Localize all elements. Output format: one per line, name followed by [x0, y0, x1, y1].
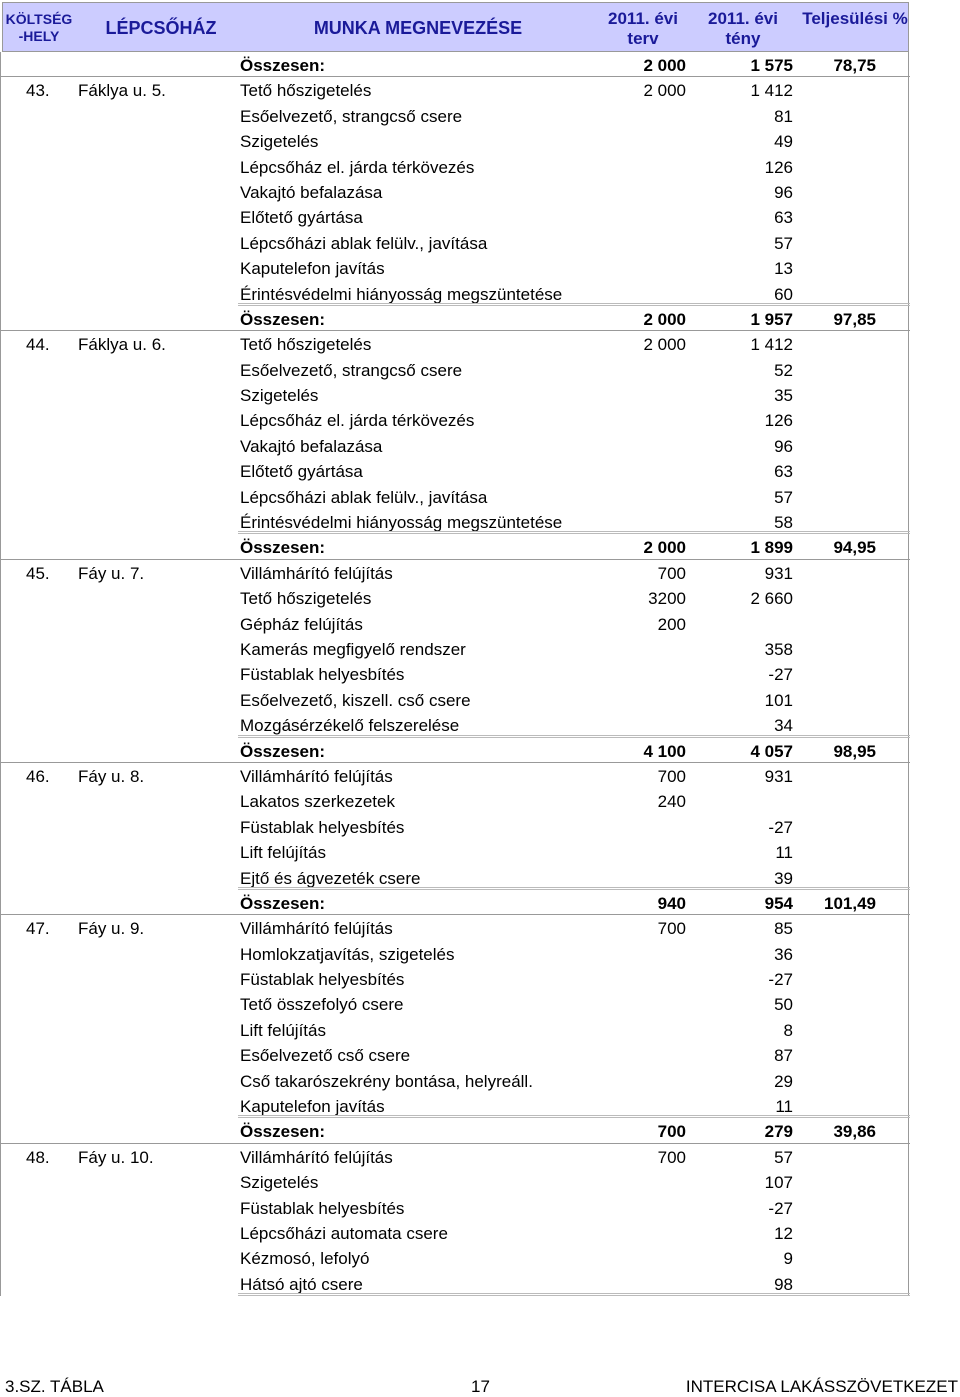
cell-plan: 940	[657, 893, 686, 913]
table-row	[0, 1093, 910, 1118]
cell-actual: 57	[774, 233, 793, 253]
table-row	[0, 357, 910, 382]
header-koltseghely: KÖLTSÉG -HELY	[5, 11, 73, 44]
table-row	[0, 1169, 910, 1194]
cell-actual: 9	[783, 1249, 793, 1269]
table-row	[0, 1220, 910, 1245]
cell-actual: 98	[774, 1274, 793, 1294]
cell-work: Érintésvédelmi hiányosság megszüntetése	[240, 284, 563, 304]
cell-work: Lépcsőházi ablak felülv., javítása	[240, 233, 488, 253]
cell-percent: 98,95	[833, 741, 876, 761]
table-row	[0, 1017, 910, 1042]
cell-work: Összesen:	[240, 538, 326, 558]
table-row	[0, 865, 910, 890]
cell-actual: 96	[774, 436, 793, 456]
header-teny: 2011. évi tény	[708, 9, 778, 48]
cell-work: Füstablak helyesbítés	[240, 1198, 405, 1218]
cell-actual: 52	[774, 360, 793, 380]
table-row	[0, 128, 910, 153]
cell-actual: 35	[774, 386, 793, 406]
cell-percent: 39,86	[833, 1122, 876, 1142]
cell-work: Tető összefolyó csere	[240, 995, 404, 1015]
cell-work: Összesen:	[240, 56, 326, 75]
cell-actual: 57	[774, 487, 793, 507]
cell-actual: 1 412	[750, 335, 793, 355]
cell-work: Előtető gyártása	[240, 462, 363, 482]
cell-plan: 700	[657, 919, 686, 939]
cell-work: Füstablak helyesbítés	[240, 817, 405, 837]
table-row	[0, 509, 910, 534]
table-row	[0, 687, 910, 712]
table-row	[0, 661, 910, 686]
total-row	[0, 52, 910, 77]
total-row	[0, 890, 910, 915]
cell-work: Esőelvezető, strangcső csere	[240, 106, 463, 126]
cell-address: Fáy u. 7.	[78, 563, 145, 583]
footer-organization: INTERCISA LAKÁSSZÖVETKEZET	[685, 1377, 958, 1396]
cell-actual: 358	[764, 639, 793, 659]
cell-plan: 3200	[648, 589, 686, 609]
table-row	[0, 712, 910, 737]
footer-page-number: 17	[471, 1377, 490, 1396]
cell-work: Gépház felújítás	[240, 614, 363, 634]
cell-work: Mozgásérzékelő felszerelése	[240, 716, 460, 736]
cell-work: Vakajtó befalazása	[240, 436, 383, 456]
cell-actual: 12	[774, 1223, 793, 1243]
cell-work: Hátsó ajtó csere	[240, 1274, 363, 1294]
cell-plan: 2 000	[643, 56, 686, 75]
cell-actual: 50	[774, 995, 793, 1015]
cell-work: Kaputelefon javítás	[240, 259, 385, 279]
cell-work: Érintésvédelmi hiányosság megszüntetése	[240, 513, 563, 533]
cell-plan: 700	[657, 1147, 686, 1167]
table-row	[0, 585, 910, 610]
table-row	[0, 1068, 910, 1093]
cell-actual: 63	[774, 462, 793, 482]
cell-work: Ejtő és ágvezeték csere	[240, 868, 421, 888]
table-row	[0, 1271, 910, 1296]
cell-address: Fáklya u. 6.	[78, 335, 166, 355]
table-row	[0, 611, 910, 636]
table-row	[0, 77, 910, 102]
cell-actual: 87	[774, 1046, 793, 1066]
cell-work: Esőelvezető, kiszell. cső csere	[240, 690, 471, 710]
cell-actual: 49	[774, 132, 793, 152]
cell-work: Szigetelés	[240, 132, 319, 152]
table-row	[0, 1195, 910, 1220]
cell-actual: 57	[774, 1147, 793, 1167]
cell-plan: 700	[657, 1122, 686, 1142]
cell-actual: -27	[768, 1198, 793, 1218]
cell-plan: 4 100	[643, 741, 686, 761]
table-row	[0, 991, 910, 1016]
cell-actual: 13	[774, 259, 793, 279]
cell-work: Lift felújítás	[240, 843, 326, 863]
cell-work: Előtető gyártása	[240, 208, 363, 228]
cell-work: Tető hőszigetelés	[240, 81, 372, 101]
cell-work: Lift felújítás	[240, 1020, 326, 1040]
cell-plan: 2 000	[643, 538, 686, 558]
table-row	[0, 915, 910, 940]
cell-actual: 63	[774, 208, 793, 228]
cell-work: Összesen:	[240, 741, 326, 761]
total-row	[0, 738, 910, 763]
cell-actual: 96	[774, 182, 793, 202]
table-row	[0, 484, 910, 509]
total-row	[0, 1118, 910, 1143]
cell-number: 47.	[26, 919, 50, 939]
cell-actual: 58	[774, 513, 793, 533]
cell-work: Összesen:	[240, 1122, 326, 1142]
cell-work: Villámhárító felújítás	[240, 1147, 393, 1167]
cell-actual: 39	[774, 868, 793, 888]
cell-actual: 1 957	[750, 309, 793, 329]
cell-work: Szigetelés	[240, 386, 319, 406]
cell-actual: 85	[774, 919, 793, 939]
cell-plan: 240	[657, 792, 686, 812]
cell-actual: 279	[764, 1122, 793, 1142]
cell-work: Füstablak helyesbítés	[240, 970, 405, 990]
cell-percent: 101,49	[824, 893, 876, 913]
cell-percent: 94,95	[833, 538, 876, 558]
cell-work: Lépcsőház el. járda térkövezés	[240, 411, 475, 431]
cell-actual: 1 575	[750, 56, 793, 75]
cell-number: 44.	[26, 335, 50, 355]
table-row	[0, 103, 910, 128]
cell-actual: 101	[764, 690, 793, 710]
table-row	[0, 636, 910, 661]
table-row	[0, 788, 910, 813]
cell-plan: 200	[657, 614, 686, 634]
header-teljesulesi: Teljesülési %	[802, 9, 908, 28]
cell-work: Kaputelefon javítás	[240, 1097, 385, 1117]
cell-plan: 2 000	[643, 309, 686, 329]
cell-actual: 11	[775, 1097, 793, 1117]
table-row	[0, 941, 910, 966]
cell-work: Tető hőszigetelés	[240, 335, 372, 355]
cell-actual: 8	[783, 1020, 793, 1040]
table-row	[0, 281, 910, 306]
cell-actual: 931	[764, 766, 793, 786]
cell-address: Fáy u. 9.	[78, 919, 145, 939]
cell-work: Esőelvezető, strangcső csere	[240, 360, 463, 380]
cell-work: Homlokzatjavítás, szigetelés	[240, 944, 455, 964]
cell-actual: 34	[774, 716, 793, 736]
total-row	[0, 306, 910, 331]
cell-actual: 11	[775, 843, 793, 863]
cell-work: Összesen:	[240, 309, 326, 329]
header-terv: 2011. évi terv	[608, 9, 678, 48]
table-row	[0, 1042, 910, 1067]
cell-actual: -27	[768, 665, 793, 685]
cell-actual: 81	[774, 106, 793, 126]
cell-actual: 29	[774, 1071, 793, 1091]
cell-work: Lakatos szerkezetek	[240, 792, 395, 812]
table-row	[0, 814, 910, 839]
table-row	[0, 1245, 910, 1270]
cell-actual: 107	[764, 1173, 793, 1193]
table-row	[0, 382, 910, 407]
cell-plan: 2 000	[643, 335, 686, 355]
cell-percent: 97,85	[833, 309, 876, 329]
cell-work: Összesen:	[240, 893, 326, 913]
table-row	[0, 560, 910, 585]
cell-actual: -27	[768, 970, 793, 990]
cell-actual: 36	[774, 944, 793, 964]
cell-work: Lépcsőházi ablak felülv., javítása	[240, 487, 488, 507]
header-munka-megnevezese: MUNKA MEGNEVEZÉSE	[313, 18, 523, 38]
cell-number: 43.	[26, 81, 50, 101]
cell-work: Kamerás megfigyelő rendszer	[240, 639, 466, 659]
cell-work: Cső takarószekrény bontása, helyreáll.	[240, 1071, 533, 1091]
footer-table-label: 3.SZ. TÁBLA	[5, 1377, 104, 1396]
cell-actual: -27	[768, 817, 793, 837]
total-row	[0, 534, 910, 559]
cell-actual: 1 412	[750, 81, 793, 101]
cell-work: Lépcsőház el. járda térkövezés	[240, 157, 475, 177]
cell-address: Fáy u. 10.	[78, 1147, 154, 1167]
table-row	[0, 433, 910, 458]
table-row	[0, 407, 910, 432]
cell-actual: 126	[764, 411, 793, 431]
cell-address: Fáklya u. 5.	[78, 81, 166, 101]
cell-actual: 126	[764, 157, 793, 177]
cell-work: Lépcsőházi automata csere	[240, 1223, 448, 1243]
table-row	[0, 204, 910, 229]
cell-number: 48.	[26, 1147, 50, 1167]
header-lepcsohaz: LÉPCSŐHÁZ	[105, 18, 217, 38]
cell-actual: 2 660	[750, 589, 793, 609]
table-row	[0, 255, 910, 280]
cell-work: Szigetelés	[240, 1173, 319, 1193]
cell-plan: 700	[657, 766, 686, 786]
cell-actual: 1 899	[750, 538, 793, 558]
table-body	[0, 52, 910, 1296]
table-row	[0, 331, 910, 356]
table-row	[0, 966, 910, 991]
cell-number: 46.	[26, 766, 50, 786]
cell-plan: 700	[657, 563, 686, 583]
cell-percent: 78,75	[833, 56, 876, 75]
cell-number: 45.	[26, 563, 50, 583]
cell-actual: 931	[764, 563, 793, 583]
table-header	[2, 2, 909, 52]
cell-work: Kézmosó, lefolyó	[240, 1249, 370, 1269]
cell-actual: 60	[774, 284, 793, 304]
table-row	[0, 179, 910, 204]
cell-work: Tető hőszigetelés	[240, 589, 372, 609]
table-row	[0, 230, 910, 255]
cell-work: Villámhárító felújítás	[240, 766, 393, 786]
cell-plan: 2 000	[643, 81, 686, 101]
cell-work: Villámhárító felújítás	[240, 919, 393, 939]
table-row	[0, 154, 910, 179]
cell-actual: 954	[764, 893, 793, 913]
table-row	[0, 1144, 910, 1169]
table-row	[0, 839, 910, 864]
table-row	[0, 458, 910, 483]
cell-address: Fáy u. 8.	[78, 766, 145, 786]
table-row	[0, 763, 910, 788]
cell-work: Esőelvezető cső csere	[240, 1046, 411, 1066]
cell-work: Füstablak helyesbítés	[240, 665, 405, 685]
cell-work: Villámhárító felújítás	[240, 563, 393, 583]
cell-work: Vakajtó befalazása	[240, 182, 383, 202]
cell-actual: 4 057	[750, 741, 793, 761]
